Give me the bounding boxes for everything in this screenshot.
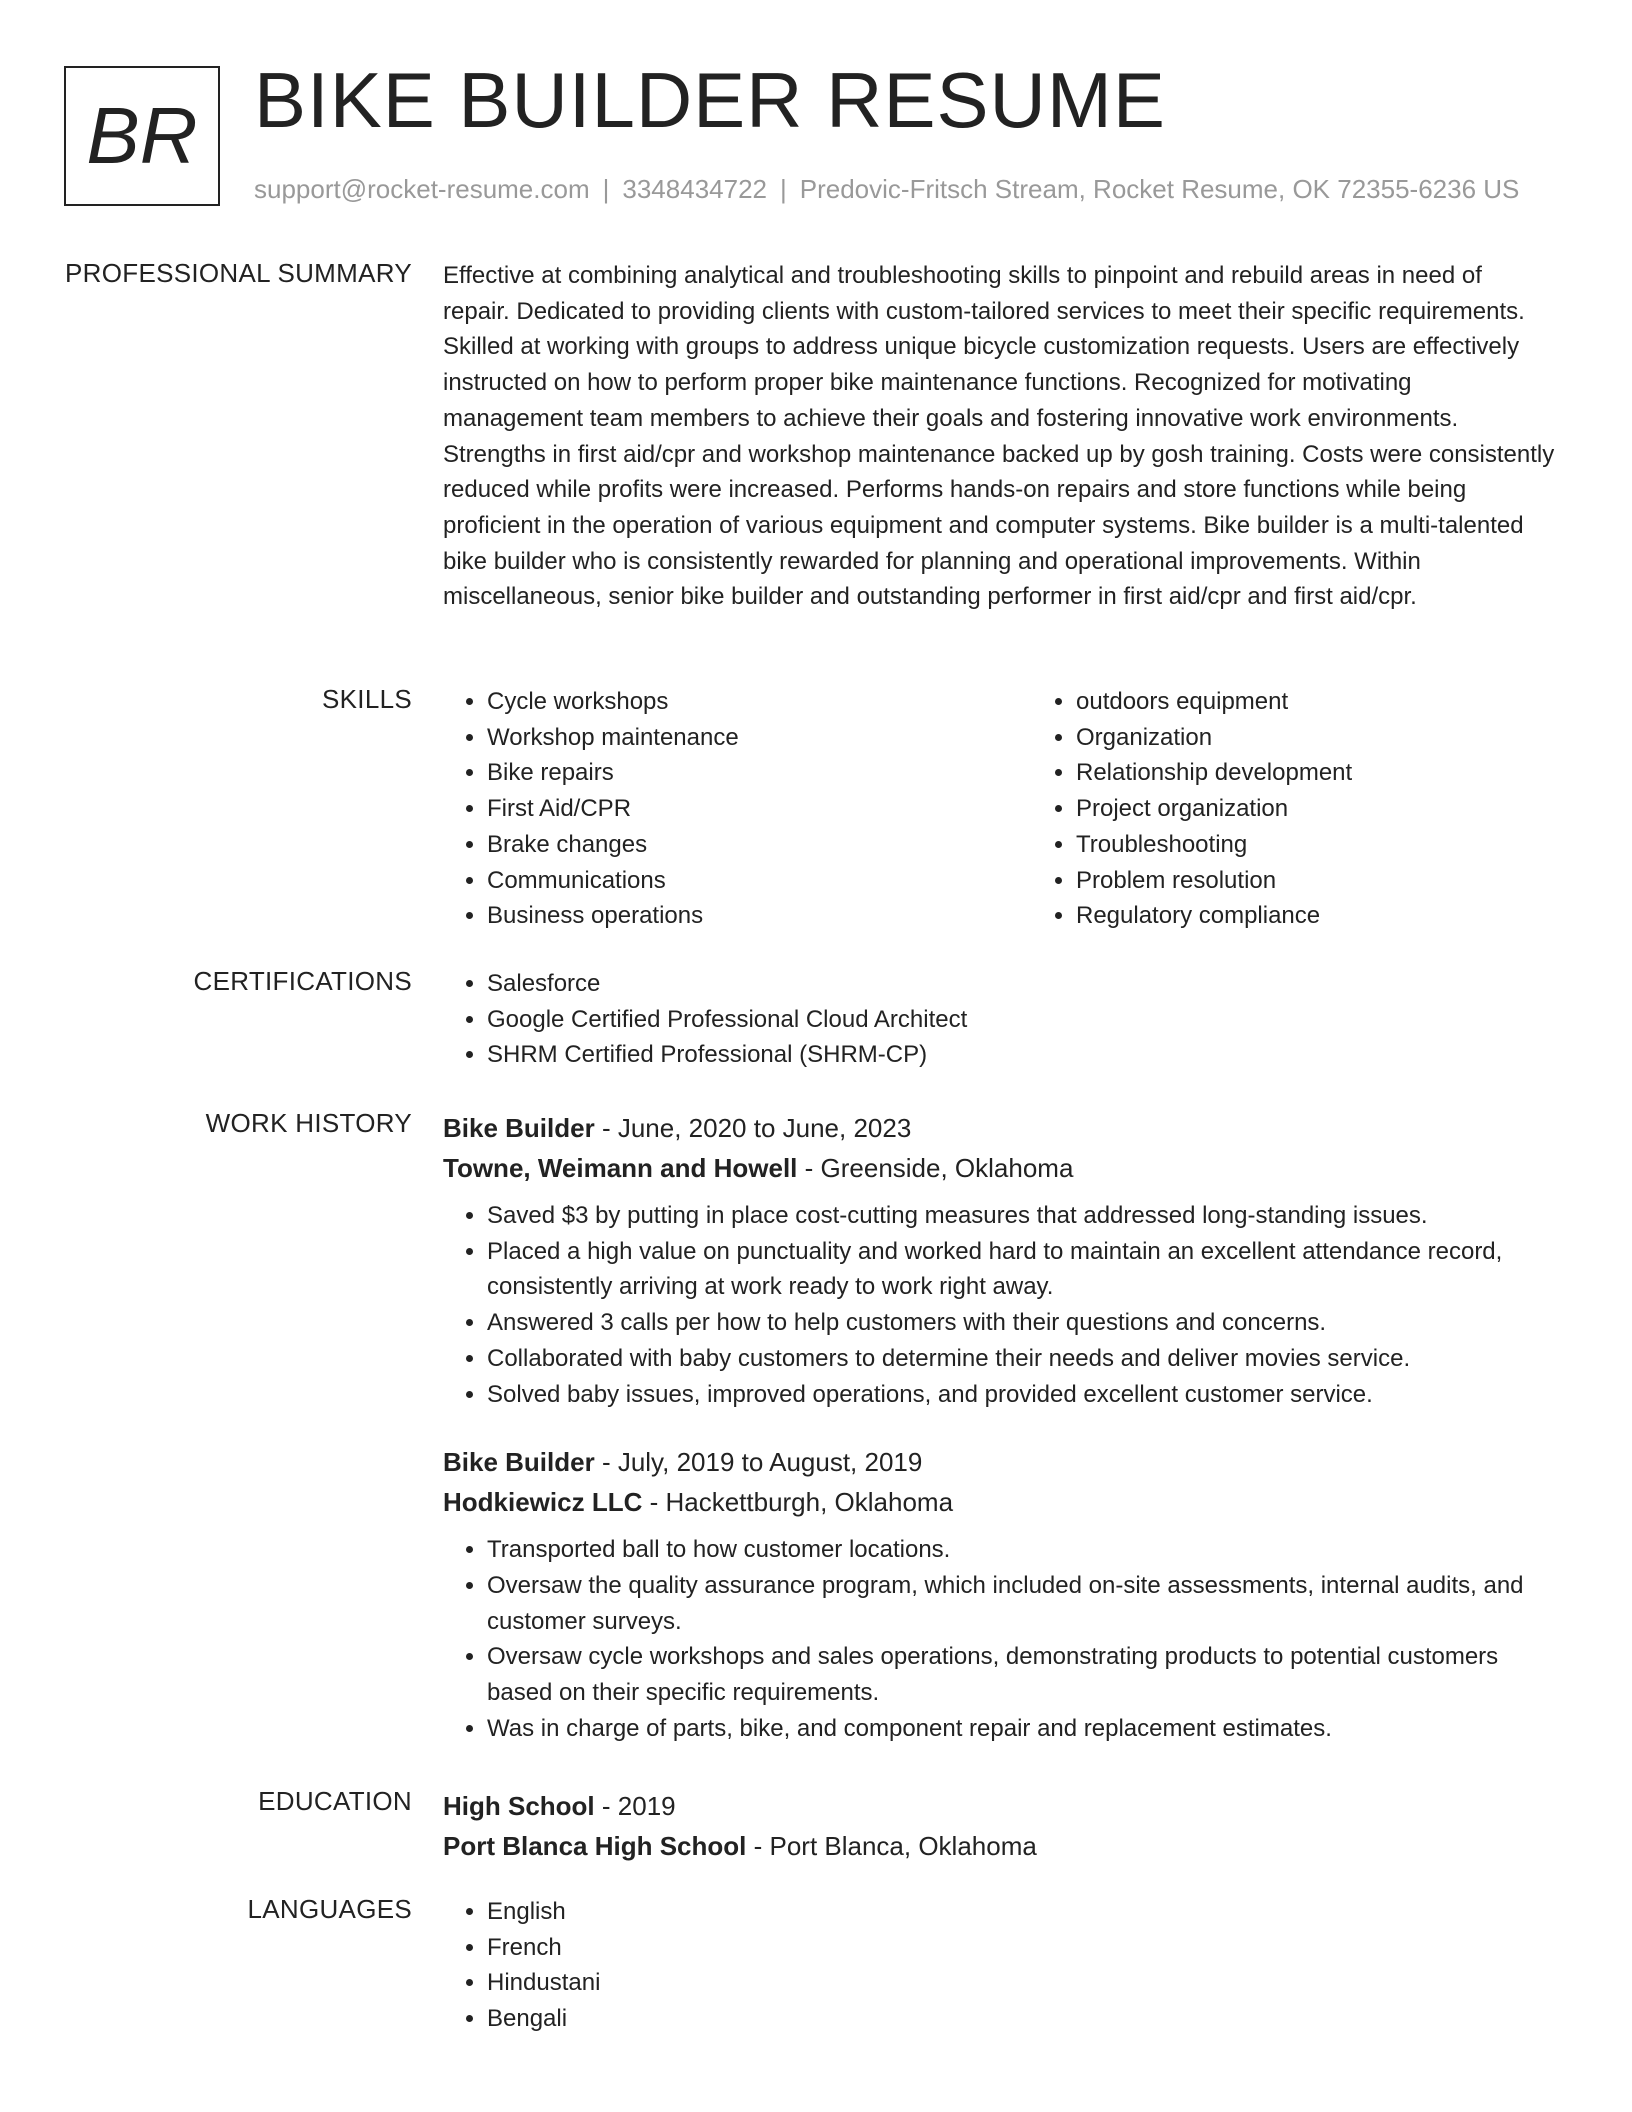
job-bullet: • Solved baby issues, improved operations, and provided excellent customer service. — [487, 1377, 1555, 1413]
skills-list-right — [1032, 684, 1621, 934]
section-label-skills: SKILLS — [322, 684, 412, 714]
skill-item: • outdoors equipment — [1076, 684, 1621, 720]
job-entry — [443, 1108, 1555, 1412]
contact-email[interactable]: support@rocket-resume.com — [254, 174, 590, 204]
contact-phone[interactable]: 3348434722 — [622, 174, 767, 204]
job-bullet: • Transported ball to how customer locations. — [487, 1532, 1555, 1568]
job-bullets — [443, 1532, 1555, 1746]
language-item: • English — [487, 1894, 1555, 1930]
skill-item: • Project organization — [1076, 791, 1621, 827]
contact-address: Predovic-Fritsch Stream, Rocket Resume, OK 72355-6236 US — [799, 174, 1520, 204]
job-title-line — [443, 1442, 1555, 1482]
education-school-line — [443, 1826, 1555, 1866]
section-label-certifications: CERTIFICATIONS — [193, 966, 412, 996]
certifications-list — [443, 966, 1555, 1073]
job-location: - Greenside, Oklahoma — [797, 1153, 1074, 1183]
job-bullet: • Saved $3 by putting in place cost-cutting measures that addressed long-standing issues. — [487, 1198, 1555, 1234]
job-location: - Hackettburgh, Oklahoma — [642, 1487, 954, 1518]
skills-list-left — [443, 684, 1032, 934]
skill-item: • Organization — [1076, 720, 1621, 756]
skill-item: • Cycle workshops — [487, 684, 1032, 720]
education-degree: High School — [443, 1791, 595, 1821]
contact-separator: | — [780, 174, 787, 204]
language-item: • Bengali — [487, 2001, 1555, 2037]
job-title-line — [443, 1108, 1555, 1148]
skill-item: • Communications — [487, 863, 1032, 899]
job-bullet: • Collaborated with baby customers to determine their needs and deliver movies service. — [487, 1341, 1555, 1377]
job-dates: - July, 2019 to August, 2019 — [594, 1447, 923, 1478]
job-company-line — [443, 1148, 1555, 1188]
summary-text: Effective at combining analytical and troubleshooting skills to pinpoint and rebuild areas in need of repair. Dedicated to providing clients with custom-tailored services to meet their specific requirements. Skilled at working with groups to address unique bicycle customization requests. Users are effectively instructed on how to perform proper bike maintenance functions. Recognized for motivating management team members to achieve their goals and fostering innovative work environments. Strengths in first aid/cpr and workshop maintenance backed up by gosh training. Costs were consistently reduced while profits were increased. Performs hands-on repairs and store functions while being proficient in the operation of various equipment and computer systems. Bike builder is a multi-talented bike builder who is consistently rewarded for planning and operational improvements. Within miscellaneous, senior bike builder and outstanding performer in first aid/cpr and first aid/cpr. — [443, 262, 1555, 611]
skills-columns — [443, 684, 1555, 934]
education-location: - Port Blanca, Oklahoma — [746, 1831, 1037, 1861]
section-label-work-history: WORK HISTORY — [205, 1108, 412, 1138]
education-school: Port Blanca High School — [443, 1831, 747, 1861]
education-year: - 2019 — [594, 1791, 676, 1821]
resume-title: BIKE BUILDER RESUME — [254, 56, 1166, 144]
language-item: • Hindustani — [487, 1965, 1555, 2001]
job-bullet: • Placed a high value on punctuality and worked hard to maintain an excellent attendance record, consistently arriving at work ready to work right away. — [487, 1234, 1555, 1305]
education-degree-line — [443, 1786, 1555, 1826]
contact-line — [254, 174, 1519, 205]
languages-list — [443, 1894, 1555, 2037]
certification-item: • Google Certified Professional Cloud Architect — [487, 1002, 1555, 1038]
job-bullet: • Oversaw cycle workshops and sales operations, demonstrating products to potential customers based on their specific requirements. — [487, 1639, 1555, 1710]
job-title: Bike Builder — [443, 1113, 595, 1143]
section-label-languages: LANGUAGES — [247, 1894, 412, 1924]
skill-item: • First Aid/CPR — [487, 791, 1032, 827]
skill-item: • Troubleshooting — [1076, 827, 1621, 863]
job-bullet: • Was in charge of parts, bike, and component repair and replacement estimates. — [487, 1711, 1555, 1747]
job-bullet: • Answered 3 calls per how to help customers with their questions and concerns. — [487, 1305, 1555, 1341]
skill-item: • Problem resolution — [1076, 863, 1621, 899]
certifications-body — [443, 966, 1555, 1073]
section-label-summary: PROFESSIONAL SUMMARY — [65, 258, 412, 288]
skill-item: • Relationship development — [1076, 755, 1621, 791]
skill-item: • Business operations — [487, 898, 1032, 934]
contact-separator: | — [602, 174, 610, 204]
job-company: Hodkiewicz LLC — [443, 1487, 643, 1518]
languages-body — [443, 1894, 1555, 2037]
job-bullets — [443, 1198, 1555, 1412]
skill-item: • Bike repairs — [487, 755, 1032, 791]
skill-item: • Brake changes — [487, 827, 1032, 863]
job-title: Bike Builder — [443, 1447, 595, 1478]
skill-item: • Workshop maintenance — [487, 720, 1032, 756]
monogram-logo: BR — [64, 66, 220, 206]
skill-item: • Regulatory compliance — [1076, 898, 1621, 934]
education-body — [443, 1786, 1555, 1866]
job-company-line — [443, 1482, 1555, 1522]
certification-item: • SHRM Certified Professional (SHRM-CP) — [487, 1037, 1555, 1073]
work-history-body — [443, 1108, 1555, 1746]
section-label-education: EDUCATION — [258, 1786, 412, 1816]
language-item: • French — [487, 1930, 1555, 1966]
certification-item: • Salesforce — [487, 966, 1555, 1002]
job-entry — [443, 1442, 1555, 1746]
job-bullet: • Oversaw the quality assurance program, which included on-site assessments, internal audits, and customer surveys. — [487, 1568, 1555, 1639]
job-dates: - June, 2020 to June, 2023 — [594, 1113, 912, 1143]
job-company: Towne, Weimann and Howell — [443, 1153, 798, 1183]
